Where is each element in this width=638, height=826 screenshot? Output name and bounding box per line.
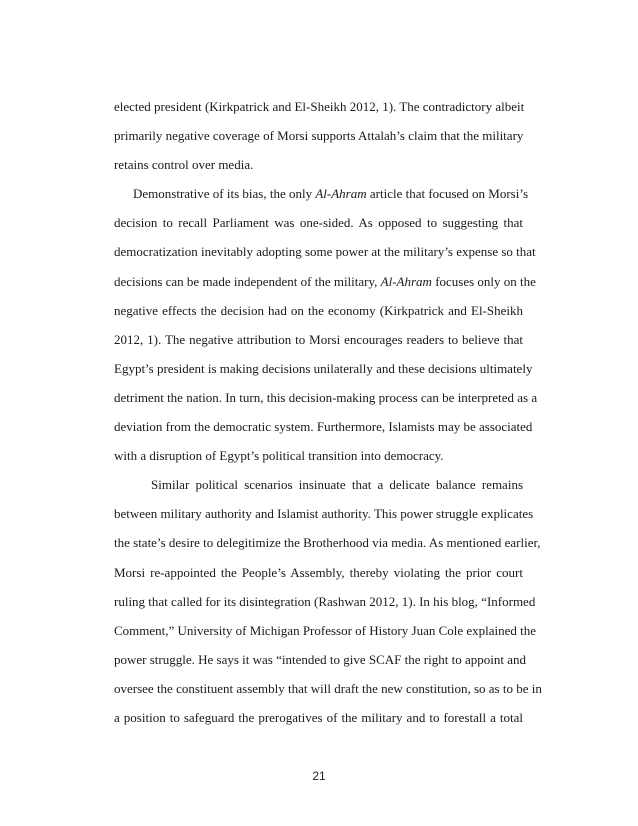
text-segment: ruling that called for its disintegration (Rashwan 2012, 1). In his blog, “Informed — [114, 593, 536, 609]
text-line — [114, 499, 534, 528]
text-segment: between military authority and Islamist authority. This power struggle explicates — [114, 506, 534, 522]
text-line — [114, 587, 536, 616]
text-segment: Comment,” University of Michigan Professor of History Juan Cole explained the — [114, 622, 537, 638]
text-line — [114, 616, 537, 645]
text-segment: power struggle. He says it was “intended to give SCAF the right to appoint and — [114, 651, 526, 667]
text-line — [114, 441, 523, 470]
text-line — [114, 558, 523, 587]
text-line — [114, 267, 536, 296]
text-segment: Morsi re-appointed the People’s Assembly, thereby violating the prior court — [114, 564, 523, 580]
text-segment: democratization inevitably adopting some power at the military’s expense so that — [114, 244, 536, 260]
body-text — [114, 92, 542, 732]
text-line — [114, 354, 533, 383]
text-segment: elected president (Kirkpatrick and El-Sheikh 2012, 1). The contradictory albeit — [114, 99, 525, 114]
text-line — [114, 92, 523, 121]
text-line — [114, 237, 536, 266]
text-segment: decision to recall Parliament was one-sided. As opposed to suggesting that — [114, 215, 523, 231]
page-number: 21 — [312, 769, 326, 783]
text-segment: negative effects the decision had on the economy (Kirkpatrick and El-Sheikh — [114, 302, 523, 318]
text-segment: with a disruption of Egypt’s political transition into democracy. — [114, 448, 444, 464]
text-segment: Egypt’s president is making decisions unilaterally and these decisions ultimately — [114, 360, 533, 376]
text-line — [114, 674, 542, 703]
text-line — [114, 121, 523, 150]
text-line — [114, 325, 523, 354]
text-segment: primarily negative coverage of Morsi supports Attalah’s claim that the military — [114, 128, 524, 144]
text-line — [114, 470, 523, 499]
text-segment: a position to safeguard the prerogatives of the military and to forestall a total — [114, 709, 523, 725]
text-segment: retains control over media. — [114, 157, 254, 173]
text-segment: oversee the constituent assembly that will draft the new constitution, so as to be in — [114, 680, 542, 696]
text-segment: article that focused on Morsi’s — [366, 186, 529, 202]
text-segment: Similar political scenarios insinuate that a delicate balance remains — [151, 477, 523, 493]
text-segment: 2012, 1). The negative attribution to Morsi encourages readers to believe that — [114, 331, 523, 347]
text-line — [114, 383, 538, 412]
text-line — [114, 296, 523, 325]
italic-text: Al-Ahram — [380, 273, 432, 289]
text-segment: Demonstrative of its bias, the only — [133, 186, 316, 202]
text-segment: the state’s desire to delegitimize the Brotherhood via media. As mentioned earlier, — [114, 535, 541, 551]
italic-text: Al-Ahram — [315, 186, 367, 202]
text-segment: decisions can be made independent of the military, — [114, 273, 381, 289]
text-segment: detriment the nation. In turn, this decision-making process can be interpreted as a — [114, 389, 538, 405]
text-segment: deviation from the democratic system. Furthermore, Islamists may be associated — [114, 419, 533, 435]
text-line — [114, 412, 533, 441]
text-line — [114, 179, 529, 208]
text-line — [114, 528, 541, 557]
text-line — [114, 208, 523, 237]
text-line — [114, 645, 526, 674]
text-segment: focuses only on the — [431, 273, 536, 289]
text-line — [114, 150, 523, 179]
text-line — [114, 703, 523, 732]
